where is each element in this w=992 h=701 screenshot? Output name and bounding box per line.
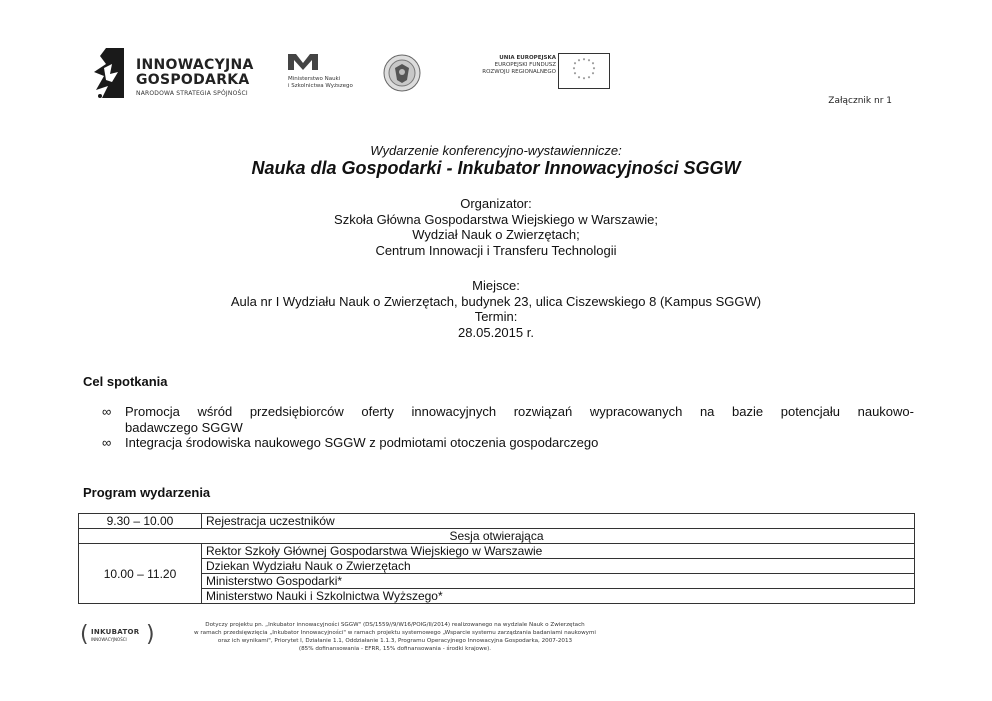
bracket-right-icon: ): [146, 622, 155, 647]
date-value: 28.05.2015 r.: [458, 324, 534, 340]
footer-line: Dotyczy projektu pn. „Inkubator innowacyjności SGGW" (DS/1559//9/W16/POIG/II/2014) realizowanego na wydziale Nauk o Zwierzętach: [205, 622, 585, 628]
goal-item-line2: badawczego SGGW: [125, 419, 243, 435]
ig-logo-tagline: NARODOWA STRATEGIA SPÓJNOŚCI: [136, 90, 248, 97]
table-row: [79, 589, 915, 604]
list-item: [102, 404, 914, 435]
goal-title: Cel spotkania: [83, 374, 168, 389]
innowacyjna-gospodarka-logo: [92, 46, 262, 102]
inkubator-logo: [80, 622, 158, 654]
table-row: [79, 559, 915, 574]
item-cell: Dziekan Wydziału Nauk o Zwierzętach: [202, 559, 915, 574]
svg-text:*: *: [577, 76, 581, 82]
item-cell: Rejestracja uczestników: [202, 514, 915, 529]
infinity-bullet-icon: ∞: [102, 435, 112, 450]
place-date-block: [0, 278, 992, 340]
university-seal-icon: [383, 54, 421, 92]
program-title: Program wydarzenia: [83, 485, 211, 500]
event-subtitle: Wydarzenie konferencyjno-wystawiennicze:: [370, 143, 622, 158]
item-cell: Rektor Szkoły Głównej Gospodarstwa Wiejskiego w Warszawie: [202, 544, 915, 559]
event-title: Nauka dla Gospodarki - Inkubator Innowacyjności SGGW: [251, 158, 741, 178]
svg-text:*: *: [573, 62, 577, 68]
eu-logo-line1: UNIA EUROPEJSKA: [499, 55, 556, 61]
goal-item-line1: Integracja środowiska naukowego SGGW z podmiotami otoczenia gospodarczego: [125, 435, 599, 450]
organizer-label: Organizator:: [460, 196, 532, 211]
svg-text:*: *: [592, 67, 596, 73]
footer-line: (85% dofinansowania - EFRR, 15% dofinansowania - środki krajowe).: [298, 646, 492, 652]
svg-text:*: *: [572, 67, 576, 73]
eu-logo-text: [470, 55, 556, 76]
ig-logo-line1: INNOWACYJNA: [136, 57, 254, 73]
table-row: [79, 529, 915, 544]
svg-text:*: *: [577, 59, 581, 65]
date-label: Termin:: [474, 309, 518, 324]
footer-line: oraz ich wynikami", Priorytet I, Działanie 1.1, Oddziałanie 1.1.3, Programu Operacyjnego Innowacyjna Gospodarka, 2007-2013: [217, 638, 573, 644]
item-cell: Ministerstwo Gospodarki*: [202, 574, 915, 589]
inkubator-logo-line1: INKUBATOR: [91, 628, 140, 636]
organizer-line: Szkoła Główna Gospodarstwa Wiejskiego w Warszawie;: [334, 211, 658, 227]
svg-text:*: *: [573, 72, 577, 78]
infinity-bullet-icon: ∞: [102, 404, 112, 419]
table-row: [79, 574, 915, 589]
annex-label: Załącznik nr 1: [828, 96, 892, 106]
svg-text:*: *: [582, 77, 586, 83]
table-row: [79, 514, 915, 529]
ig-emblem-icon: [92, 46, 126, 100]
svg-text:*: *: [587, 59, 591, 65]
footer-text: [160, 621, 630, 653]
table-row: [79, 544, 915, 559]
ministry-emblem-icon: [288, 54, 318, 70]
organizer-line: Wydział Nauk o Zwierzętach;: [412, 227, 580, 242]
goal-item-line1: Promocja wśród przedsiębiorców oferty innowacyjnych rozwiązań wypracowanych na bazie potencjału naukowo-: [125, 404, 914, 419]
bracket-left-icon: (: [80, 622, 89, 647]
eu-flag-icon: [558, 53, 610, 89]
inkubator-logo-line2: INNOWACYJNOŚCI: [91, 637, 127, 642]
program-table: [78, 513, 915, 604]
item-cell: Ministerstwo Nauki i Szkolnictwa Wyższego*: [202, 589, 915, 604]
svg-text:*: *: [591, 72, 595, 78]
place-label: Miejsce:: [472, 278, 520, 293]
ministry-logo-line2: i Szkolnictwa Wyższego: [288, 83, 353, 89]
ig-logo-line2: GOSPODARKA: [136, 72, 250, 88]
ministry-logo: [288, 54, 378, 94]
organizer-block: [0, 196, 992, 258]
list-item: [102, 435, 914, 451]
footer-line: w ramach przedsięwzięcia „Inkubator Innowacyjności" w ramach projektu systemowego „Wsparcie systemu zarządzania badaniami naukowymi: [194, 630, 596, 636]
place-value: Aula nr I Wydziału Nauk o Zwierzętach, budynek 23, ulica Ciszewskiego 8 (Kampus SGGW): [230, 293, 762, 309]
svg-text:*: *: [591, 62, 595, 68]
session-cell: Sesja otwierająca: [79, 529, 915, 544]
eu-logo-line2: EUROPEJSKI FUNDUSZ: [494, 62, 556, 68]
time-cell: 10.00 – 11.20: [79, 544, 202, 604]
ministry-logo-line1: Ministerstwo Nauki: [288, 76, 341, 82]
organizer-line: Centrum Innowacji i Transferu Technologii: [375, 242, 617, 258]
goal-list: [102, 404, 914, 451]
time-cell: 9.30 – 10.00: [79, 514, 202, 529]
eu-logo-line3: ROZWOJU REGIONALNEGO: [482, 69, 556, 75]
svg-text:*: *: [582, 58, 586, 64]
svg-text:*: *: [587, 76, 591, 82]
